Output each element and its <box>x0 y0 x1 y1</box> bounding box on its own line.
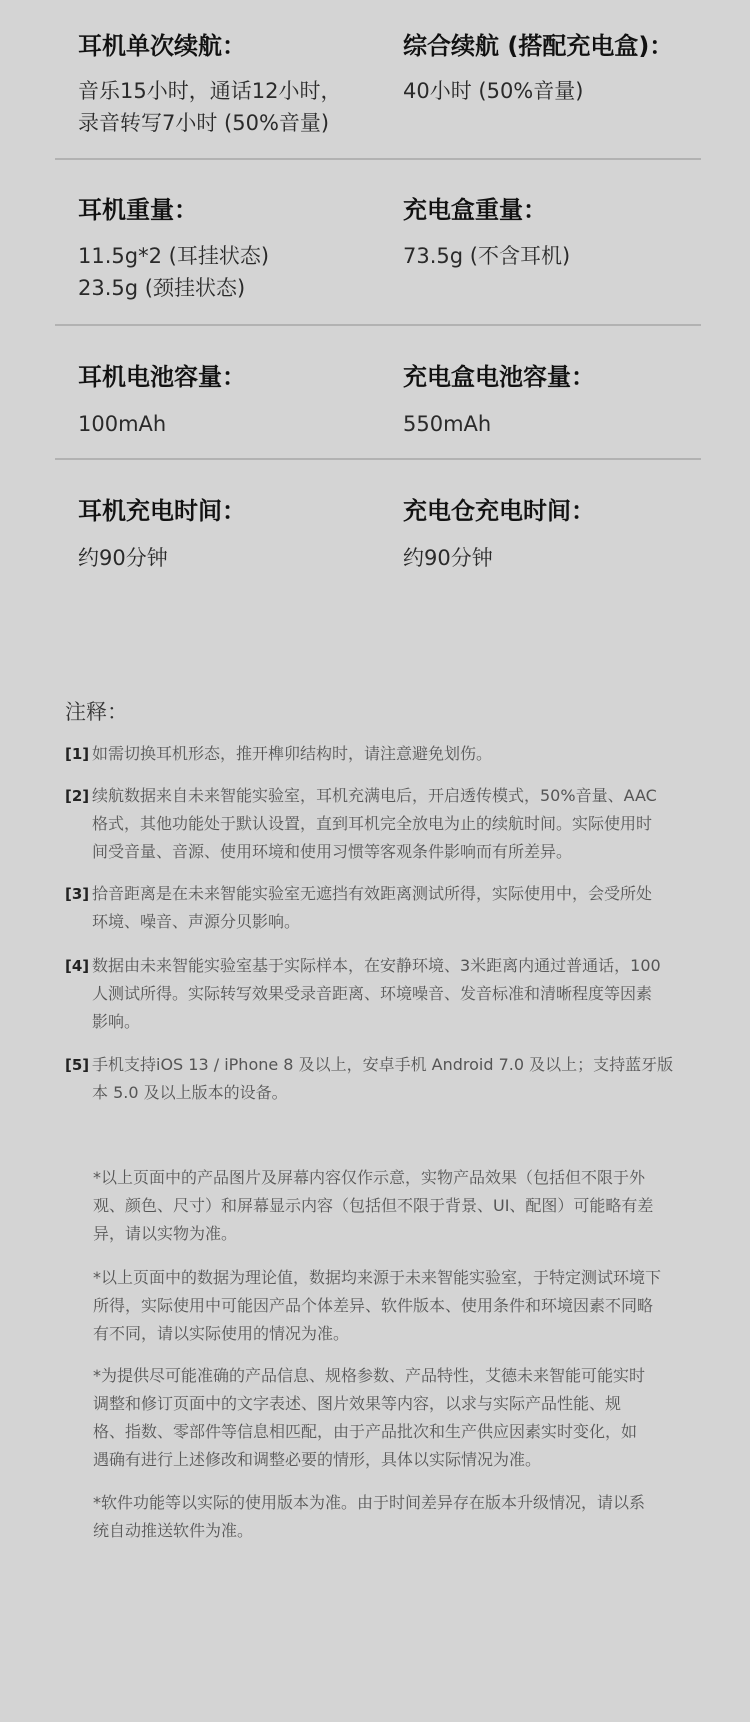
spec-row-charge-time <box>55 460 701 600</box>
note-number: [2] <box>65 787 90 805</box>
spec-cell-total-battery-life <box>403 0 701 158</box>
spec-title: 耳机充电时间： <box>78 497 246 525</box>
note-item <box>65 1051 685 1107</box>
spec-title: 充电盒电池容量： <box>403 363 595 391</box>
note-text: 如需切换耳机形态，推开榫卯结构时，请注意避免划伤。 <box>92 744 493 763</box>
spec-cell-earbud-battery-life <box>55 0 403 158</box>
spec-title: 耳机重量： <box>78 196 198 224</box>
notes-title: 注释： <box>65 700 128 724</box>
note-number: [4] <box>65 957 90 975</box>
spec-title: 充电仓充电时间： <box>403 497 595 525</box>
spec-cell-case-capacity <box>403 326 701 458</box>
spec-value: 550mAh <box>403 412 492 436</box>
spec-title: 综合续航 (搭配充电盒)： <box>403 32 674 60</box>
spec-value: 73.5g (不含耳机) <box>403 244 571 268</box>
disclaimer-paragraph: *以上页面中的数据为理论值，数据均来源于未来智能实验室，于特定测试环境下 所得，实际使用中可能因产品个体差异、软件版本、使用条件和环境因素不同略 有不同，请以实际使用的情况为准。 <box>93 1268 662 1343</box>
spec-cell-case-charge-time <box>403 460 701 600</box>
spec-cell-earbud-capacity <box>55 326 403 458</box>
spec-value: 约90分钟 <box>403 546 493 570</box>
spec-title: 充电盒重量： <box>403 196 547 224</box>
note-item <box>65 880 685 936</box>
disclaimer-paragraph: *为提供尽可能准确的产品信息、规格参数、产品特性，艾德未来智能可能实时 调整和修订页面中的文字表述、图片效果等内容，以求与实际产品性能、规 格、指数、零部件等信息相匹配，由于产品批次和生产供应因素实时变化，如 遇确有进行上述修改和调整必要的情形，具体以实际情况为准。 <box>93 1366 646 1469</box>
note-item <box>65 782 685 866</box>
spec-cell-case-weight <box>403 160 701 324</box>
spec-cell-earbud-weight <box>55 160 403 324</box>
disclaimer-paragraph: *软件功能等以实际的使用版本为准。由于时间差异存在版本升级情况，请以系 统自动推送软件为准。 <box>93 1493 646 1540</box>
spec-title: 耳机电池容量： <box>78 363 246 391</box>
note-text: 续航数据来自未来智能实验室，耳机充满电后，开启透传模式，50%音量、AAC 格式，其他功能处于默认设置，直到耳机完全放电为止的续航时间。实际使用时 间受音量、音源、使用环境和使用习惯等客观条件影响而有所差异。 <box>92 786 657 861</box>
note-number: [5] <box>65 1056 90 1074</box>
spec-table <box>55 0 701 600</box>
spec-cell-earbud-charge-time <box>55 460 403 600</box>
spec-title: 耳机单次续航： <box>78 32 246 60</box>
note-number: [3] <box>65 885 90 903</box>
spec-value: 11.5g*2 (耳挂状态) 23.5g (颈挂状态) <box>78 244 270 300</box>
spec-value: 100mAh <box>78 412 167 436</box>
spec-value: 40小时 (50%音量) <box>403 79 584 103</box>
note-text: 数据由未来智能实验室基于实际样本，在安静环境、3米距离内通过普通话，100 人测试所得。实际转写效果受录音距离、环境噪音、发音标准和清晰程度等因素 影响。 <box>92 956 661 1031</box>
spec-value: 音乐15小时，通话12小时， 录音转写7小时 (50%音量) <box>78 79 342 135</box>
disclaimer-paragraph: *以上页面中的产品图片及屏幕内容仅作示意，实物产品效果（包括但不限于外 观、颜色、尺寸）和屏幕显示内容（包括但不限于背景、UI、配图）可能略有差 异，请以实物为准。 <box>93 1168 654 1243</box>
spec-row-capacity <box>55 326 701 460</box>
note-item <box>65 952 685 1036</box>
note-number: [1] <box>65 745 90 763</box>
note-text: 拾音距离是在未来智能实验室无遮挡有效距离测试所得，实际使用中，会受所处 环境、噪音、声源分贝影响。 <box>92 884 653 931</box>
spec-row-battery-life <box>55 0 701 160</box>
note-item <box>65 740 685 768</box>
spec-value: 约90分钟 <box>78 546 168 570</box>
spec-row-weight <box>55 160 701 326</box>
note-text: 手机支持iOS 13 / iPhone 8 及以上，安卓手机 Android 7.0 及以上；支持蓝牙版 本 5.0 及以上版本的设备。 <box>92 1055 674 1102</box>
